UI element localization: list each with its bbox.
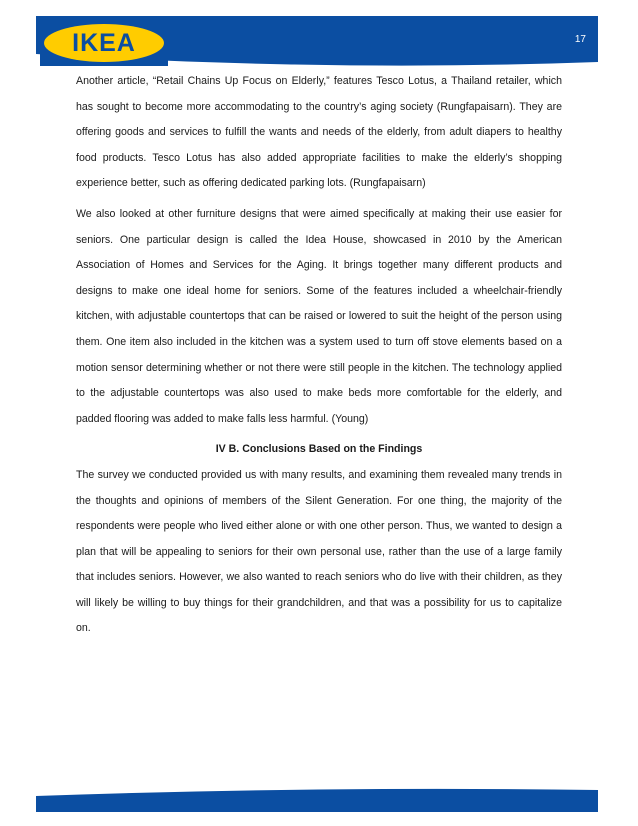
footer-band-shape	[36, 786, 598, 812]
footer-band	[36, 786, 598, 812]
ikea-logo-mark	[40, 20, 168, 66]
ikea-logo-text: IKEA	[72, 29, 136, 57]
ikea-logo	[40, 20, 168, 66]
paragraph-idea-house: We also looked at other furniture designs that were aimed specifically at making their use easier for seniors. One particular design is called the Idea House, showcased in 2010 by the American Association of Homes and Services for the Aging. It brings together many different products and designs to make one ideal home for seniors. Some of the features included a wheelchair-friendly kitchen, with adjustable countertops that can be raised or lowered to suit the height of the person using them. One item also included in the kitchen was a system used to turn off stove elements based on a motion sensor determining whether or not there were still people in the kitchen. The technology applied to the adjustable countertops was also used to make beds more comfortable for the elderly, and padded flooring was added to make falls less harmful. (Young)	[76, 207, 562, 425]
paragraph-tesco-lotus: Another article, “Retail Chains Up Focus on Elderly,” features Tesco Lotus, a Thailand retailer, which has sought to become more accommodating to the country’s aging society (Rungfapaisarn). They are offering goods and services to fulfill the wants and needs of the elderly, from adult diapers to healthy food products. Tesco Lotus has also added appropriate facilities to make the elderly’s shopping experience better, such as offering dedicated parking lots. (Rungfapaisarn)	[76, 75, 562, 190]
document-body	[76, 69, 562, 647]
paragraph-survey-conclusions: The survey we conducted provided us with many results, and examining them revealed many trends in the thoughts and opinions of members of the Silent Generation. For one thing, the majority of the respondents were people who lived either alone or with one other person. Thus, we wanted to design a plan that will be appealing to seniors for their own personal use, rather than the use of a large family that includes seniors. However, we also wanted to reach seniors who do live with their children, as they will likely be willing to buy things for their grandchildren, and that was a possibility for us to capitalize on.	[76, 468, 562, 635]
section-heading: IV B. Conclusions Based on the Findings	[215, 443, 423, 456]
page-number: 17	[574, 34, 586, 45]
